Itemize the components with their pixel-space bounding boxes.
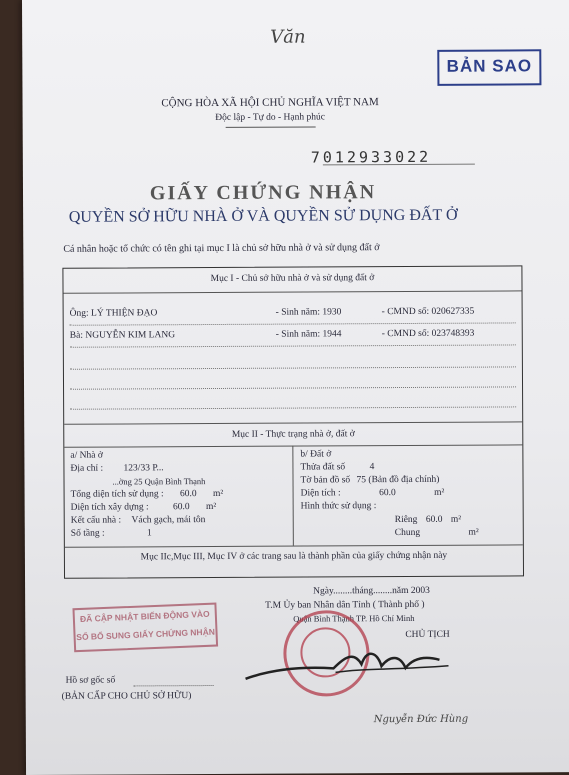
owner2-birth bbox=[276, 329, 342, 339]
update-stamp bbox=[72, 602, 218, 652]
document-subtitle: QUYỀN SỞ HỮU NHÀ Ở VÀ QUYỀN SỬ DỤNG ĐẤT Ở bbox=[68, 206, 458, 226]
area-unit: m² bbox=[212, 488, 224, 500]
authority-role: CHỦ TỊCH bbox=[405, 629, 450, 641]
map-row bbox=[300, 475, 439, 486]
id-label: - CMND số: bbox=[381, 328, 430, 340]
land-area-value: 60.0 bbox=[379, 488, 396, 499]
address-label: Địa chỉ : bbox=[70, 463, 104, 474]
area-unit: m² bbox=[205, 501, 217, 513]
dotted-line bbox=[70, 322, 516, 325]
owner2-id bbox=[382, 329, 475, 339]
serial-number: 7012933022 bbox=[310, 147, 432, 167]
divider bbox=[64, 290, 522, 293]
address-line2: ...ờng 25 Quận Bình Thạnh bbox=[112, 476, 206, 487]
birth-label: - Sinh năm: bbox=[275, 307, 321, 318]
shared-label: Chung bbox=[394, 527, 421, 539]
floors-value: 1 bbox=[146, 528, 152, 539]
date-line: Ngày........tháng........năm 2003 bbox=[313, 585, 430, 597]
authority-line1: T.M Ủy ban Nhân dân Tỉnh ( Thành phố ) bbox=[265, 599, 425, 611]
divider bbox=[64, 421, 522, 424]
section2-heading: Mục II - Thực trạng nhà ở, đất ở bbox=[231, 429, 355, 440]
shared-row bbox=[395, 528, 479, 538]
area-unit: m² bbox=[450, 514, 462, 525]
owner1-id bbox=[382, 307, 475, 317]
address-row bbox=[70, 463, 163, 473]
owner1-birth bbox=[276, 307, 342, 317]
signature bbox=[243, 638, 453, 689]
birth-label: - Sinh năm: bbox=[275, 329, 321, 340]
floors-label: Số tầng : bbox=[70, 528, 105, 539]
land-area-label: Diện tích : bbox=[300, 488, 341, 499]
file-number-line bbox=[134, 685, 214, 686]
private-row bbox=[395, 515, 461, 525]
area-unit: m² bbox=[468, 527, 479, 538]
update-stamp-line2: SỔ BỔ SUNG GIẤY CHỨNG NHẬN bbox=[76, 626, 216, 643]
floors-row bbox=[71, 528, 152, 538]
dotted-line bbox=[70, 406, 516, 409]
handwritten-note: Văn bbox=[270, 26, 306, 48]
lot-value: 4 bbox=[369, 462, 375, 473]
column-divider bbox=[292, 446, 294, 546]
owner2-row bbox=[70, 330, 175, 341]
land-label: b/ Đất ở bbox=[300, 449, 332, 460]
id-number: 020627335 bbox=[431, 306, 475, 317]
birth-year: 1930 bbox=[322, 307, 342, 318]
signer-name: Nguyễn Đức Hùng bbox=[373, 713, 469, 726]
issued-to: (BẢN CẤP CHO CHỦ SỞ HỮU) bbox=[61, 691, 192, 702]
lot-row bbox=[300, 462, 374, 472]
lot-label: Thửa đất số bbox=[300, 462, 346, 473]
area-unit: m² bbox=[434, 487, 445, 498]
dotted-line bbox=[70, 386, 516, 389]
owner1-prefix: Ông: bbox=[69, 308, 89, 319]
total-area-label: Tổng diện tích sử dụng : bbox=[70, 489, 164, 500]
id-number: 023748393 bbox=[431, 328, 475, 339]
structure-row bbox=[71, 515, 206, 526]
total-area-row bbox=[71, 489, 224, 500]
footer-note: Mục IIc,Mục III, Mục IV ở các trang sau là thành phần của giấy chứng nhận này bbox=[140, 550, 448, 563]
structure-label: Kết cấu nhà : bbox=[70, 515, 122, 526]
private-label: Riêng bbox=[394, 514, 418, 526]
motto: Độc lập - Tự do - Hạnh phúc bbox=[215, 112, 326, 123]
birth-year: 1944 bbox=[322, 329, 342, 340]
map-label: Tờ bản đồ số bbox=[300, 475, 351, 486]
total-area-value: 60.0 bbox=[179, 489, 197, 500]
build-area-row bbox=[71, 502, 217, 513]
update-stamp-line1: ĐÃ CẬP NHẬT BIẾN ĐỘNG VÀO bbox=[79, 608, 210, 624]
file-number-label: Hồ sơ gốc số bbox=[65, 675, 116, 686]
nation-header: CỘNG HÒA XÃ HỘI CHỦ NGHĨA VIỆT NAM bbox=[161, 96, 379, 110]
authority-line2: Quận Bình Thạnh TP. Hồ Chí Minh bbox=[293, 612, 415, 624]
structure-value: Vách gạch, mái tôn bbox=[131, 515, 206, 526]
private-value: 60.0 bbox=[425, 514, 443, 525]
map-value: 75 (Bản đồ địa chính) bbox=[356, 474, 440, 486]
divider bbox=[65, 544, 523, 547]
house-label: a/ Nhà ở bbox=[70, 450, 103, 461]
build-area-label: Diện tích xây dựng : bbox=[70, 502, 149, 513]
address-value: 123/33 P... bbox=[123, 463, 164, 474]
owner1-row bbox=[70, 308, 158, 318]
certificate-table bbox=[62, 265, 524, 578]
build-area-value: 60.0 bbox=[172, 502, 190, 513]
intro-text: Cá nhân hoặc tổ chức có tên ghi tại mục I là chủ sở hữu nhà ở và sử dụng đất ở bbox=[63, 242, 380, 255]
owner2-prefix: Bà: bbox=[69, 330, 83, 341]
document-title: GIẤY CHỨNG NHẬN bbox=[149, 181, 377, 205]
dotted-line bbox=[70, 366, 516, 369]
id-label: - CMND số: bbox=[381, 306, 430, 318]
land-area-row bbox=[301, 488, 445, 499]
use-label: Hình thức sử dụng : bbox=[300, 501, 377, 512]
certificate-page bbox=[22, 0, 569, 775]
copy-stamp: BẢN SAO bbox=[437, 49, 541, 86]
dotted-line bbox=[70, 344, 516, 347]
owner2-name: NGUYỄN KIM LANG bbox=[85, 330, 176, 341]
owner1-name: LÝ THIỆN ĐẠO bbox=[90, 308, 158, 319]
section1-heading: Mục I - Chủ sở hữu nhà ở và sử dụng đất ở bbox=[210, 273, 375, 285]
motto-underline bbox=[226, 126, 316, 127]
